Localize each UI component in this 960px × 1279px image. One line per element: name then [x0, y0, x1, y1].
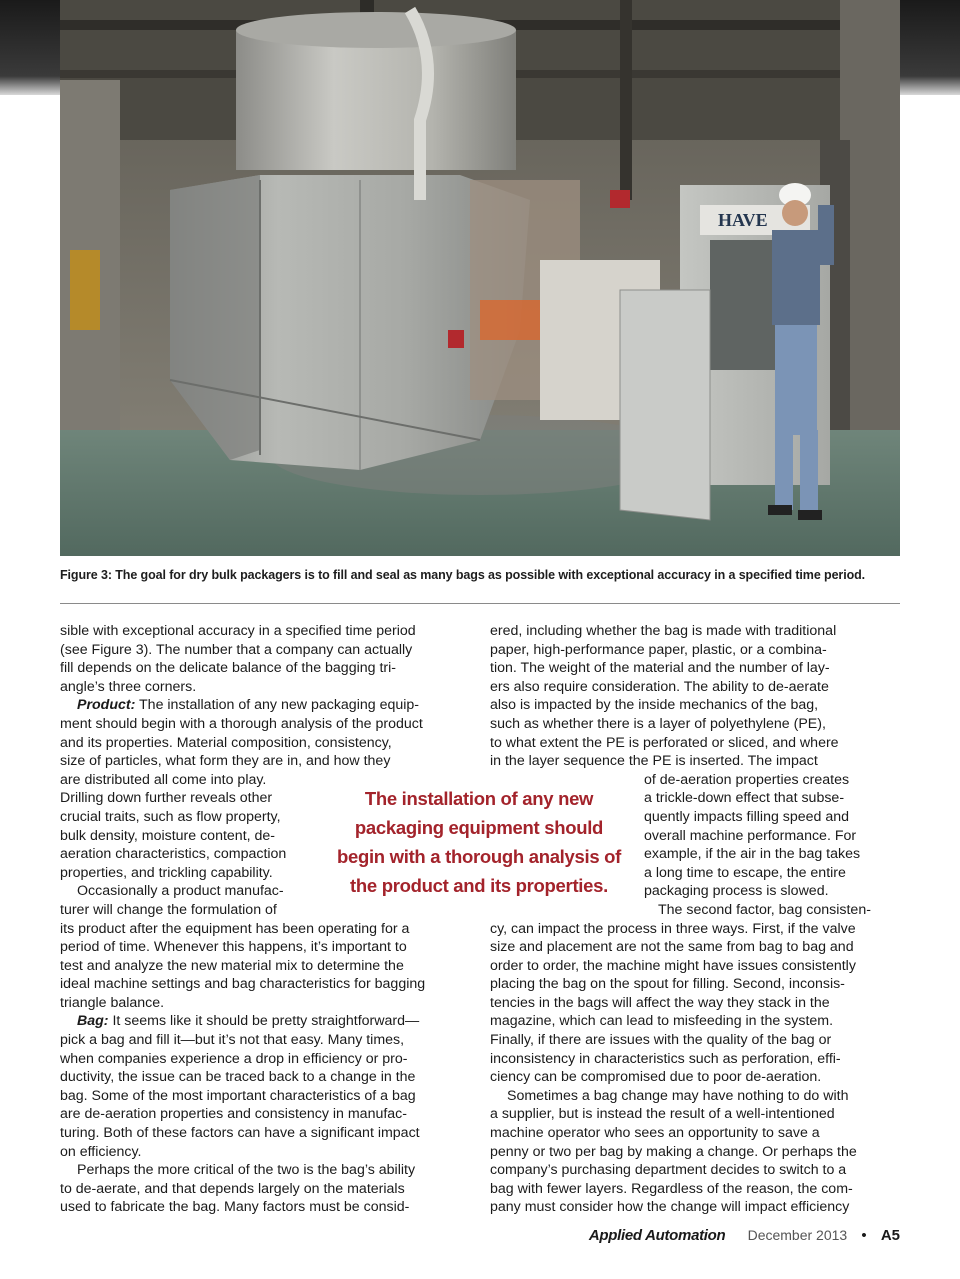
text-line: (see Figure 3). The number that a company can actually — [60, 641, 413, 658]
text-line: inconsistency in characteristics such as perforation, effi- — [490, 1050, 841, 1067]
caption-divider — [60, 603, 900, 604]
text-line: cy, can impact the process in three ways. First, if the valve — [490, 920, 856, 937]
text-line: to what extent the PE is perforated or sliced, and where — [490, 734, 839, 751]
text-line: penny or two per bag by making a change. Or perhaps the — [490, 1143, 857, 1160]
text-line-short: a trickle-down effect that subse- — [644, 790, 845, 807]
text-line: bag. Some of the most important characteristics of a bag — [60, 1087, 416, 1104]
lead-rest: It seems like it should be pretty straightforward— — [108, 1013, 420, 1030]
text-line: ciency can be compromised due to poor de-aeration. — [490, 1069, 822, 1086]
text-line: a supplier, but is instead the result of a well-intentioned — [490, 1106, 835, 1123]
text-line: turing. Both of these factors can have a significant impact — [60, 1125, 420, 1142]
text-line: angle’s three corners. — [60, 678, 197, 695]
text-line: size of particles, what form they are in, and how they — [60, 753, 391, 770]
text-line-short-indent: The second factor, bag consisten- — [658, 901, 871, 918]
top-right-bar — [900, 0, 960, 95]
text-line: machine operator who sees an opportunity to save a — [490, 1125, 820, 1142]
text-line: Finally, if there are issues with the quality of the bag or — [490, 1032, 832, 1049]
text-line-short: packaging process is slowed. — [644, 883, 829, 900]
text-line: ers also require consideration. The ability to de-aerate — [490, 678, 829, 695]
text-line-short: a long time to escape, the entire — [644, 864, 846, 881]
text-line: on efficiency. — [60, 1143, 142, 1160]
cabinet-sign: HAVE — [718, 210, 768, 230]
text-line: pick a bag and fill it—but it’s not that easy. Many times, — [60, 1032, 405, 1049]
figure-photo — [60, 0, 900, 556]
lead-rest: The installation of any new packaging equip- — [135, 697, 420, 714]
left-column — [60, 622, 470, 1217]
text-line: sible with exceptional accuracy in a specified time period — [60, 623, 416, 639]
issue-date: December 2013 — [747, 1227, 848, 1243]
text-line: ered, including whether the bag is made with traditional — [490, 623, 837, 639]
text-line: ment should begin with a thorough analysis of the product — [60, 715, 423, 732]
text-line-indent: Sometimes a bag change may have nothing to do with — [507, 1087, 849, 1104]
text-line: when companies experience a drop in efficiency or pro- — [60, 1050, 408, 1067]
text-line: its product after the equipment has been operating for a — [60, 920, 410, 937]
text-line: are de-aeration properties and consistency in manufac- — [60, 1106, 407, 1123]
text-line: company’s purchasing department decides to switch to a — [490, 1162, 847, 1179]
text-line: crucial traits, such as flow property, — [60, 808, 281, 825]
text-line: bag with fewer layers. Regardless of the reason, the com- — [490, 1180, 853, 1197]
text-line-short: overall machine performance. For — [644, 827, 857, 844]
text-line: paper, high-performance paper, plastic, or a combina- — [490, 641, 827, 658]
text-line: such as whether there is a layer of polyethylene (PE), — [490, 715, 826, 732]
text-line: period of time. Whenever this happens, it’s important to — [60, 939, 407, 956]
text-line: properties, and trickling capability. — [60, 864, 273, 881]
text-line-short: quently impacts filling speed and — [644, 808, 850, 825]
text-line: order to order, the machine might have issues consistently — [490, 957, 856, 974]
text-line: bulk density, moisture content, de- — [60, 827, 276, 844]
text-line: tion. The weight of the material and the number of lay- — [490, 660, 830, 677]
text-line: test and analyze the new material mix to determine the — [60, 957, 404, 974]
text-line: pany must consider how the change will impact efficiency — [490, 1199, 850, 1216]
right-column — [490, 622, 900, 1217]
text-line: to de-aerate, and that depends largely on the materials — [60, 1180, 405, 1197]
text-line-short: of de-aeration properties creates — [644, 771, 850, 788]
text-line: tencies in the bags will affect the way they stack in the — [490, 994, 830, 1011]
section-lead: Product: — [77, 697, 136, 714]
text-line: magazine, which can lead to misfeeding in the system. — [490, 1013, 834, 1030]
top-left-bar — [0, 0, 60, 95]
text-line-lead — [60, 1012, 470, 1031]
pullquote — [320, 784, 638, 900]
text-line: aeration characteristics, compaction — [60, 846, 287, 863]
text-line: are distributed all come into play. — [60, 771, 267, 788]
text-line: triangle balance. — [60, 994, 165, 1011]
text-line-lead — [60, 696, 470, 715]
text-line: in the layer sequence the PE is inserted. The impact — [490, 753, 818, 770]
section-lead: Bag: — [77, 1013, 109, 1030]
text-line: used to fabricate the bag. Many factors must be consid- — [60, 1199, 410, 1216]
figure-caption: Figure 3: The goal for dry bulk packagers is to fill and seal as many bags as possible with exceptional accuracy in a specified time period. — [60, 568, 866, 582]
text-line: fill depends on the delicate balance of the bagging tri- — [60, 660, 397, 677]
text-line: placing the bag on the spout for filling. Second, inconsis- — [490, 976, 845, 993]
pullquote-line: packaging equipment should — [354, 817, 604, 838]
pullquote-line: The installation of any new — [364, 788, 594, 809]
page-number: A5 — [880, 1227, 900, 1244]
text-line: ductivity, the issue can be traced back to a change in the — [60, 1069, 416, 1086]
publication-name: Applied Automation — [588, 1227, 726, 1244]
text-line: also is impacted by the inside mechanics of the bag, — [490, 697, 819, 714]
text-line: size and placement are not the same from bag to bag and — [490, 939, 854, 956]
footer-separator: • — [861, 1227, 867, 1244]
text-line: turer will change the formulation of — [60, 901, 277, 918]
text-line-short: example, if the air in the bag takes — [644, 846, 861, 863]
pullquote-line: the product and its properties. — [350, 875, 608, 896]
text-line: Drilling down further reveals other — [60, 790, 273, 807]
text-line: and its properties. Material composition, consistency, — [60, 734, 392, 751]
pullquote-line: begin with a thorough analysis of — [336, 846, 622, 867]
text-line-indent: Occasionally a product manufac- — [77, 883, 284, 900]
text-line: ideal machine settings and bag characteristics for bagging — [60, 976, 426, 993]
text-line-indent: Perhaps the more critical of the two is the bag’s ability — [77, 1162, 416, 1179]
page-footer — [589, 1227, 900, 1244]
